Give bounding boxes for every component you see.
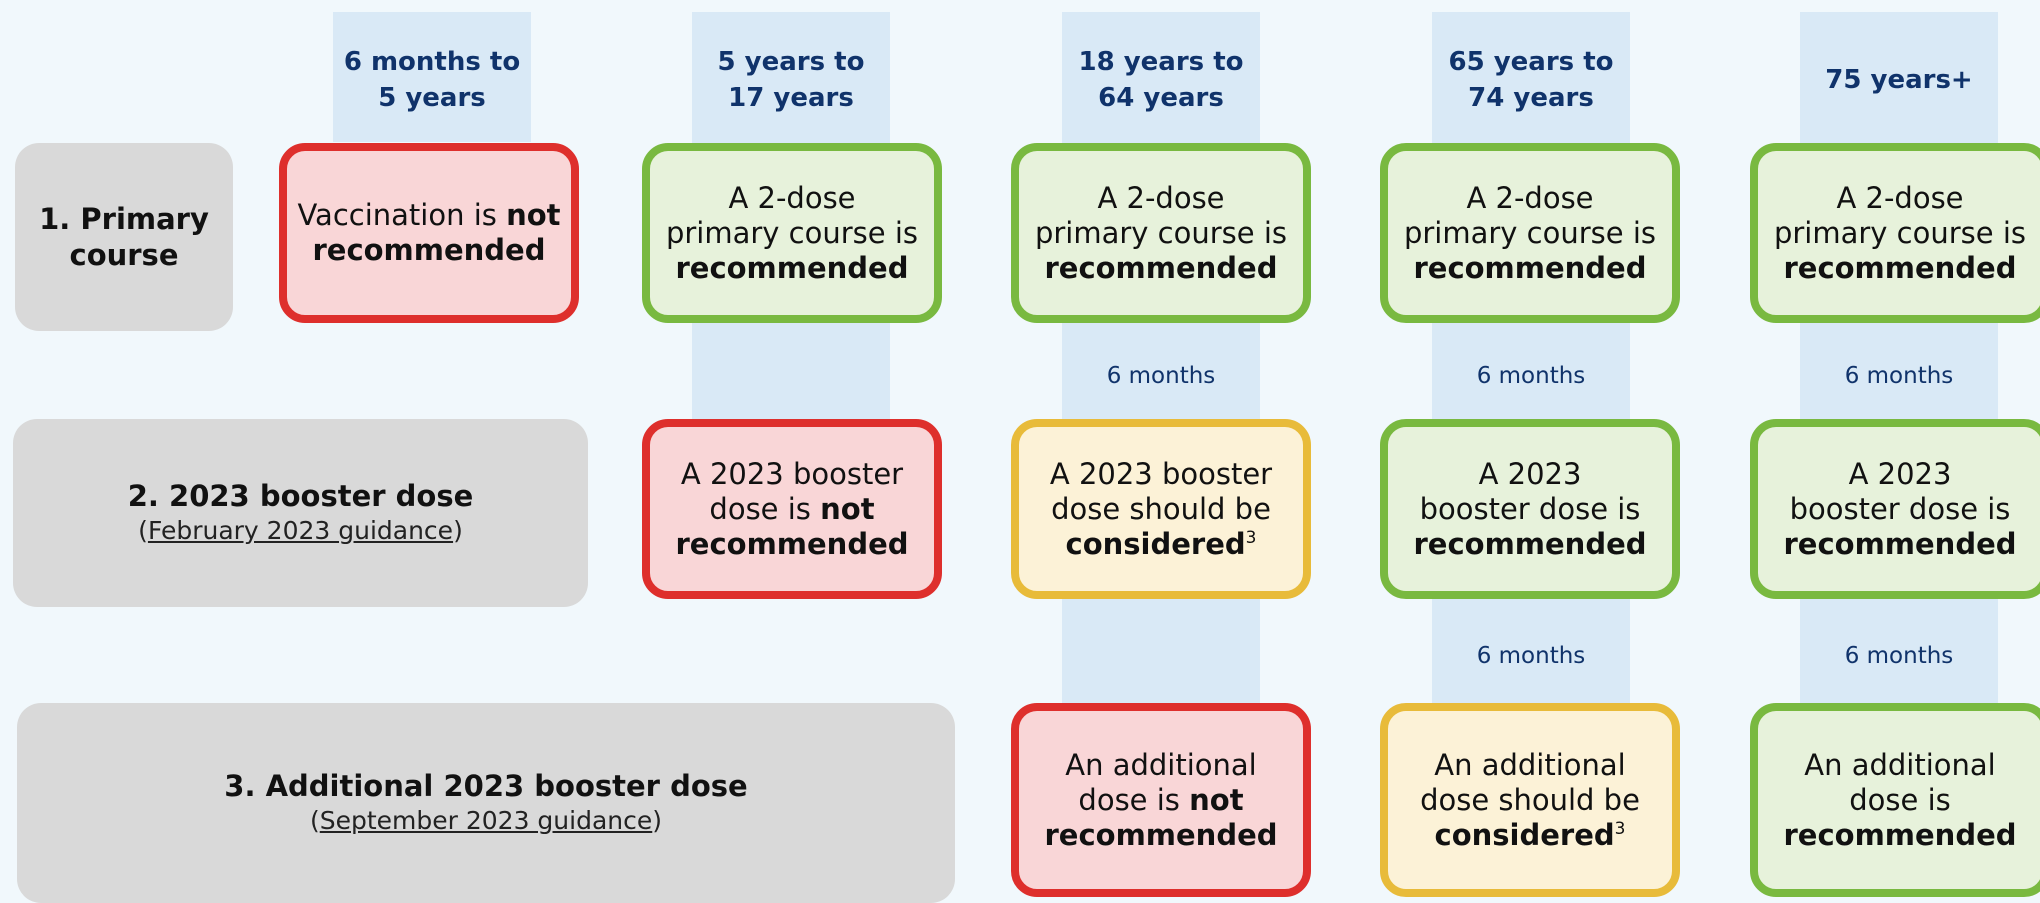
row-title: 2. 2023 booster dose [127, 479, 474, 513]
recommendation-prefix: An additional dose should be [1420, 747, 1640, 817]
column-header-65y-74y: 65 years to 74 years [1448, 47, 1614, 113]
recommendation-text [1783, 457, 2016, 562]
column-header-5y-17y: 5 years to 17 years [717, 47, 865, 113]
row-subtitle: (February 2023 guidance) [138, 516, 463, 545]
recommendation-box-booster-75y-plus [1750, 419, 2040, 599]
recommendation-prefix: An additional dose is [1804, 747, 1996, 817]
recommendation-prefix: A 2-dose primary course is [1773, 180, 2027, 250]
recommendation-box-additional-65y-74y [1380, 703, 1680, 897]
recommendation-text [675, 457, 908, 562]
recommendation-prefix: A 2-dose primary course is [665, 180, 919, 250]
recommendation-status: considered [1065, 526, 1246, 561]
recommendation-box-primary-18y-64y [1011, 143, 1311, 323]
recommendation-box-booster-5y-17y [642, 419, 942, 599]
recommendation-status: recommended [1413, 250, 1647, 285]
recommendation-status: recommended [1783, 250, 2017, 285]
recommendation-prefix: A 2023 booster dose should be [1049, 456, 1273, 526]
recommendation-prefix: A 2-dose primary course is [1403, 180, 1657, 250]
recommendation-text [1050, 457, 1272, 562]
recommendation-status: recommended [675, 250, 909, 285]
footnote-marker: 3 [1614, 818, 1626, 839]
recommendation-box-primary-75y-plus [1750, 143, 2040, 323]
recommendation-box-additional-75y-plus [1750, 703, 2040, 897]
recommendation-prefix: An additional dose is [1065, 747, 1257, 817]
recommendation-text [1404, 181, 1656, 286]
recommendation-prefix: A 2023 booster dose is [680, 456, 904, 526]
recommendation-status: not recommended [675, 491, 909, 561]
recommendation-status: not recommended [312, 198, 561, 267]
recommendation-box-additional-18y-64y [1011, 703, 1311, 897]
interval-label-65y-74y-r2: 6 months [1476, 643, 1586, 669]
recommendation-box-primary-6m-5y [279, 143, 579, 323]
recommendation-prefix: Vaccination is [297, 198, 507, 232]
recommendation-text [666, 181, 918, 286]
recommendation-status: recommended [1783, 817, 2017, 852]
recommendation-status: considered [1434, 817, 1615, 852]
recommendation-text [1035, 181, 1287, 286]
recommendation-prefix: A 2023 booster dose is [1789, 456, 2011, 526]
recommendation-text [297, 198, 560, 268]
recommendation-status: recommended [1413, 526, 1647, 561]
recommendation-text [1774, 181, 2026, 286]
interval-label-75y-plus-r1: 6 months [1844, 363, 1954, 389]
row-label-primary-course [15, 143, 233, 331]
recommendation-text [1420, 748, 1640, 853]
column-header-18y-64y: 18 years to 64 years [1078, 47, 1244, 113]
recommendation-box-primary-5y-17y [642, 143, 942, 323]
recommendation-prefix: A 2-dose primary course is [1034, 180, 1288, 250]
guidance-link[interactable]: February 2023 guidance [147, 516, 454, 545]
interval-label-75y-plus-r2: 6 months [1844, 643, 1954, 669]
recommendation-box-booster-18y-64y [1011, 419, 1311, 599]
interval-label-65y-74y-r1: 6 months [1476, 363, 1586, 389]
row-title: 1. Primary course [39, 202, 209, 272]
recommendation-status: recommended [1044, 250, 1278, 285]
recommendation-status: not recommended [1044, 782, 1278, 852]
recommendation-box-booster-65y-74y [1380, 419, 1680, 599]
interval-label-18y-64y-r1: 6 months [1106, 363, 1216, 389]
recommendation-text [1783, 748, 2016, 853]
row-label-additional-booster [17, 703, 955, 903]
row-label-booster-dose [13, 419, 588, 607]
row-subtitle: (September 2023 guidance) [309, 806, 663, 835]
column-header-75y-plus: 75 years+ [1825, 65, 1973, 95]
recommendation-text [1413, 457, 1646, 562]
recommendation-status: recommended [1783, 526, 2017, 561]
recommendation-box-primary-65y-74y [1380, 143, 1680, 323]
footnote-marker: 3 [1245, 527, 1257, 548]
column-header-6m-5y: 6 months to 5 years [343, 47, 521, 113]
guidance-link[interactable]: September 2023 guidance [319, 806, 653, 835]
row-title: 3. Additional 2023 booster dose [224, 769, 748, 803]
recommendation-text [1044, 748, 1277, 853]
recommendation-prefix: A 2023 booster dose is [1419, 456, 1641, 526]
